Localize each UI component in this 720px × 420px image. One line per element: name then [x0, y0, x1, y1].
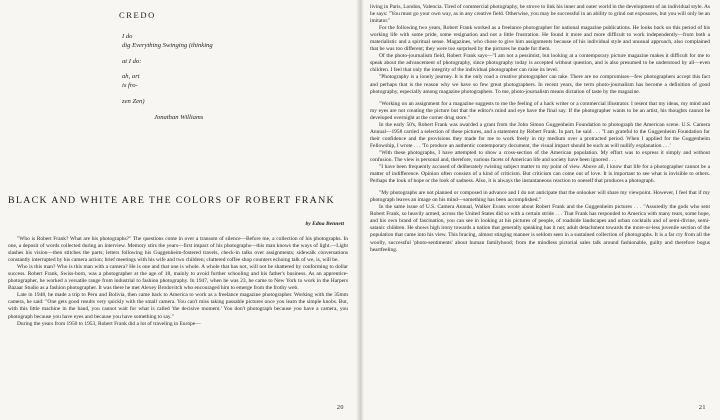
- left-article-body: [8, 236, 348, 328]
- left-page: [0, 0, 358, 420]
- poem-line: at I do:: [122, 57, 142, 65]
- poem-stanza-break: [122, 107, 322, 114]
- paragraph: Who is this man? Who is this man with a camera? He is one and that one is whole. A whole that has not, will not be shattered by conforming to dollar success. Robert Frank, Swiss-born, was a photographer at the age of 18, mainly to avoid further schooling and his father's business. As an apprentice-photographer, he worked a versatile range from industrial to fashion photography. In 1947, when he was 23, he came to New York to work in the Harpers Bazaar Studio as a fashion photographer. It was there he met Alexey Brodovitch who encouraged him to emerge from the frothy web.: [8, 264, 348, 292]
- poem-author: Jonathan Williams: [154, 113, 204, 121]
- paragraph: "With these photographs, I have attempted to show a cross-section of the American population. My effort was to express it simply and without confusion. The view is personal and, therefore, various facets of American life and society have been ignored . . .: [370, 149, 710, 163]
- poem-line: I do: [122, 33, 133, 40]
- poem-line: ah, art: [122, 73, 140, 81]
- poem-line: is fro-: [122, 82, 138, 90]
- paragraph: "Photography is a lonely journey. It is the only road a creative photographer can take. There are no compromises—few photographers accept this fact and perhaps that is the reason why we have so few great photographers. In recent years, the term photo-journalism has become a definition of good photography, especially among magazine photographers. To me, photo-journalism means dictation of taste by the magazine.: [370, 74, 710, 95]
- paragraph: Late in 1948, he made a trip to Peru and Bolivia, then came back to America to work as a freelance magazine photographer. Working with the 35mm camera, he said: "One gets good results very quickly with the small camera. You can't miss taking passable pictures once you learn the simple knobs. But, with this little machine in the hand, you cannot wait for what is called 'the decisive moment.' You don't photograph because you have a camera, you photograph because you have eyes and because you have something to say.": [8, 292, 348, 320]
- page-number: 20: [336, 404, 344, 411]
- poem: [122, 33, 322, 123]
- poem-stanza-break: [122, 91, 322, 98]
- paragraph: In the early 50's, Robert Frank was awarded a grant from the John Simon Guggenheim Foundation to photograph the American scene. U.S. Camera Annual—1958 carried a selection of these pictures, and a statement by Robert Frank. In part, he said . . . "I am grateful to the Guggenheim Foundation for their confidence and the provisions they made for me to work freely in my medium over a protracted period. When I applied for the Guggenheim Fellowship, I wrote . . . 'To produce an authentic contemporary document, the visual impact should be such as will nullify explanation . . .': [370, 121, 710, 149]
- paragraph: "My photographs are not planned or composed in advance and I do not anticipate that the onlooker will share my viewpoint. However, I feel that if my photograph leaves an image on his mind—something has been accomplished.": [370, 190, 710, 204]
- paragraph: In the same issue of U.S. Camera Annual, Walker Evans wrote about Robert Frank and the Guggenheim pictures . . . "Assuredly the gods who sent Robert Frank, so heavily armed, across the United States did so with a certain stride . . . That Frank has responded to America with many tears, some hope, and his own brand of fascination, you can see in looking at his pictures of people, of roadside landscapes and urban cocktails and of semi-divine, semi-satanic children. He shows high irony towards a nation that generally speaking has it not; adult detachment towards the more-or-less juvenile section of the population that came into his view. This bracing, almost stinging manner is seldom seen in a sustained collection of photographs. It is a far cry from all the woolly, successful 'photo-sentiments' about human familyhood; from the mindless pictorial sales talk around fashionable, guilty and therefore bogus heartfeeling.: [370, 204, 710, 253]
- poem-stanza-break: [122, 51, 322, 58]
- paragraph: For the following two years, Robert Frank worked as a freelance photographer for national magazine publications. He looks back on this period of his working life with some pride, some resignation and not a little frustration. He found it more and more difficult to work independently—from both a materialistic and a spiritual sense. Magazines, who chose to give him assignments because of his individual style and unusual approach, also complained that he was too different; they were too surprised by the pictures he made for them.: [370, 25, 710, 53]
- poem-title: CREDO: [119, 10, 156, 20]
- article-byline: by Edna Bennett: [305, 221, 344, 227]
- paragraph: "I have been frequently accused of deliberately twisting subject matter to my point of view. Above all, I know that life for a photographer cannot be a matter of indifference. Opinion often consists of a kind of criticism. But criticism can come out of love. It is important to see what is invisible to others. Perhaps the look of hope or the look of sadness. Also, it is always the instantaneous reaction to oneself that produces a photograph.: [370, 164, 710, 185]
- poem-line: dig Everything Swinging (thinking: [122, 41, 213, 49]
- page-number: 21: [698, 404, 706, 411]
- poem-line: zen Zen): [122, 97, 145, 105]
- paragraph: Of the photo-journalism field, Robert Frank says—"I am not a pessimist, but looking at a contemporary picture magazine makes it difficult for me to speak about the advancement of photography, since photography today is accepted without question, and is also presumed to be understood by all—even children. I feel that only the integrity of the individual photographer can raise its level.: [370, 53, 710, 74]
- right-page: [362, 0, 720, 420]
- article-headline: BLACK AND WHITE ARE THE COLORS OF ROBERT FRANK: [8, 195, 335, 206]
- paragraph: living in Paris, London, Valencia. Tired of commercial photography, he strove to link his inner and outer world in the development of an individual style. As he says: "You must go your own way, as in any creative field. Otherwise, you may be successful in an ability to grind out exposures, but you will only be an imitator.": [370, 4, 710, 25]
- right-article-body: [370, 4, 710, 254]
- poem-stanza-break: [122, 66, 322, 73]
- paragraph: "Who is Robert Frank? What are his photographs?" The questions come in over a transom of silence—Before me, a collection of his photographs. In one, a deposit of words collected during an interview. Memory stirs the years—first impact of his photographs—this man knows the ways of light.—Light slashes his vision—then stitches the parts; letters following his Guggenheim-fostered travels, check-in talks over assignments; sidewalk conversations constantly interrupted by his camera action; brief meetings with his wife and two children; cluttered coffee shop counters echoing talk of we, is, will be.: [8, 236, 348, 264]
- paragraph: "Working on an assignment for a magazine suggests to me the feeling of a hack writer or a commercial illustrator. I resent that my ideas, my mind and my eyes are not creating the picture but that the editor's mind and eye have the final say. If the photographer wants to be an artist, his thoughts cannot be developed overnight at the corner drug store.": [370, 100, 710, 121]
- paragraph: During the years from 1950 to 1953, Robert Frank did a lot of traveling in Europe—: [17, 320, 201, 327]
